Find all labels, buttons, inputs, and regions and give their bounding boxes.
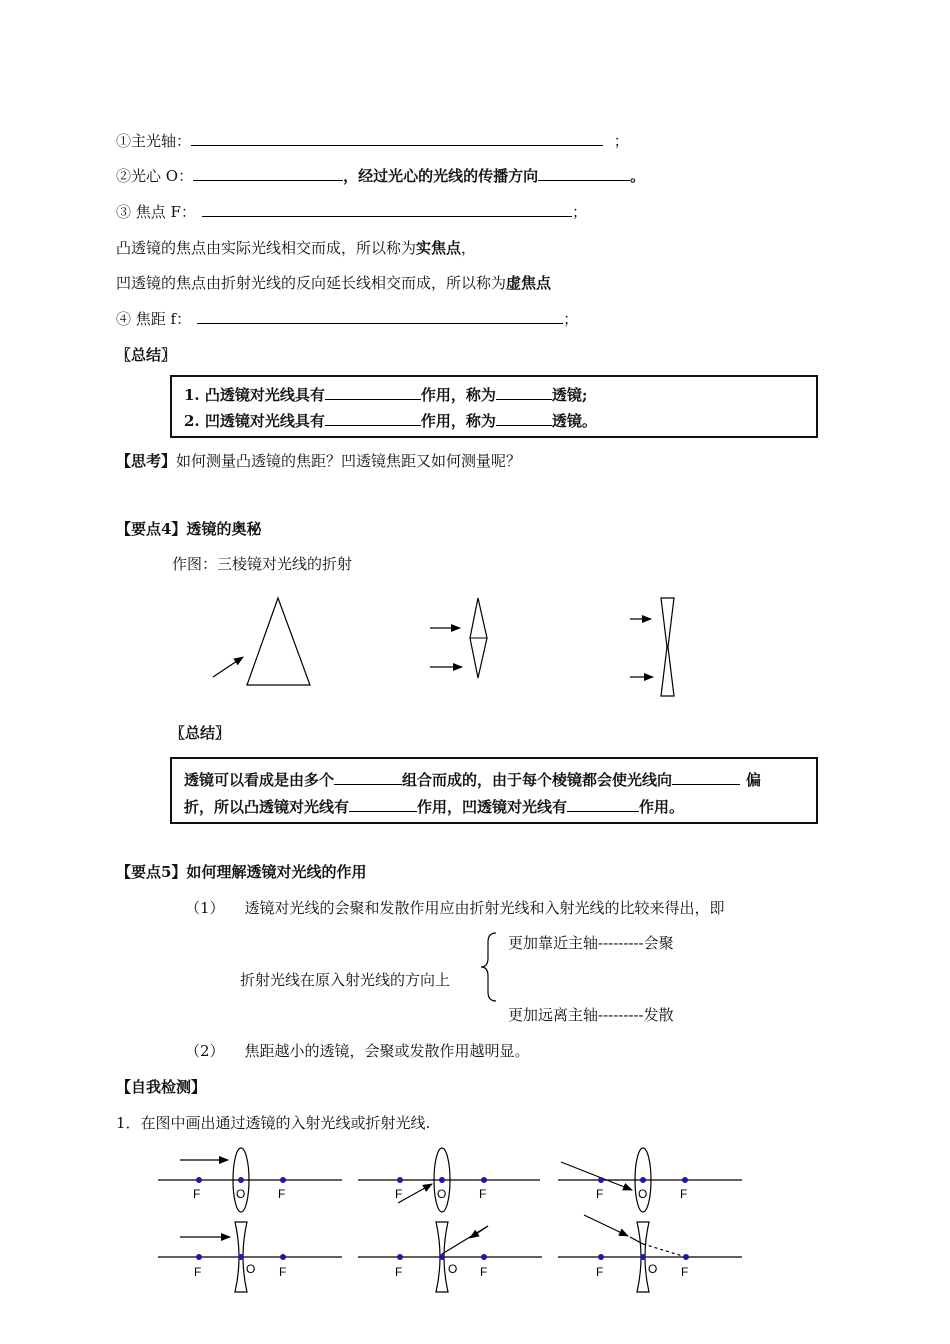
incident-ray	[213, 657, 243, 677]
label-f: F	[480, 1265, 488, 1279]
def-optical-center-rule: ，经过光心的光线的传播方向	[343, 167, 539, 185]
label-f: F	[596, 1187, 604, 1201]
exercise-concave-1	[158, 1222, 342, 1292]
point4-box-line2-a: 折，所以凸透镜对光线有	[184, 798, 350, 816]
label-o: O	[448, 1262, 458, 1276]
exercise-concave-2	[358, 1222, 542, 1292]
concave-note	[116, 272, 551, 293]
blank-s1-2[interactable]	[496, 385, 552, 400]
summary1-line1-a: 1. 凸透镜对光线具有	[184, 386, 325, 404]
focus-point	[196, 1254, 202, 1260]
def-focus	[116, 201, 587, 222]
focus-point	[280, 1177, 286, 1183]
concave-note-text: 凹透镜的焦点由折射光线的反向延长线相交而成，所以称为	[116, 274, 507, 292]
incident-ray	[398, 1184, 432, 1203]
summary1-line1-c: 透镜;	[551, 386, 588, 404]
point4-box-line1-a: 透镜可以看成是由多个	[184, 771, 335, 789]
def-focus-label: ③ 焦点 F：	[116, 203, 196, 221]
self-test-q1: 1．在图中画出通过透镜的入射光线或折射光线.	[116, 1114, 431, 1132]
focus-point	[683, 1254, 689, 1260]
label-f: F	[193, 1187, 201, 1201]
center-point	[640, 1254, 646, 1260]
self-test-title: 【自我检测】	[116, 1078, 207, 1096]
center-point	[238, 1177, 244, 1183]
point4-box-line1-c: 偏	[746, 771, 762, 789]
prism-diagrams	[0, 590, 950, 710]
label-f: F	[680, 1187, 688, 1201]
think-label: 【思考】	[116, 452, 177, 470]
point4-summary-box	[170, 757, 818, 824]
summary1-box	[170, 375, 818, 438]
center-point	[439, 1177, 445, 1183]
blank-optical-center-direction[interactable]	[538, 166, 630, 181]
point4-box-line1-b: 组合而成的，由于每个棱镜都会使光线向	[402, 771, 673, 789]
point5-item2	[185, 1040, 530, 1061]
lens-exercise-diagrams	[0, 1140, 950, 1300]
refracted-ray-arrow	[470, 1226, 488, 1238]
focus-point	[598, 1177, 604, 1183]
item2-text: 焦距越小的透镜，会聚或发散作用越明显。	[244, 1042, 530, 1060]
prism-concave-double	[630, 598, 674, 696]
prism-triangle	[213, 598, 310, 685]
summary1-heading: 〖总结〗	[116, 346, 177, 364]
exercise-convex-1	[158, 1148, 342, 1212]
point4-box-line2-b: 作用，凹透镜对光线有	[417, 798, 568, 816]
concave-note-bold: 虚焦点	[506, 274, 552, 292]
focus-point	[196, 1177, 202, 1183]
label-o: O	[437, 1187, 447, 1201]
semicolon: ；	[563, 310, 579, 328]
focus-point	[481, 1177, 487, 1183]
blank-main-axis[interactable]	[191, 131, 603, 146]
blank-p4-3[interactable]	[349, 797, 417, 812]
focus-point	[397, 1254, 403, 1260]
label-o: O	[648, 1262, 658, 1276]
blank-focus-1[interactable]	[202, 202, 350, 217]
summary1-line1-b: 作用，称为	[420, 386, 496, 404]
point5-item1	[185, 897, 725, 918]
item2-number: （2）	[185, 1042, 225, 1060]
label-o: O	[638, 1187, 648, 1201]
prism-convex-double	[430, 598, 487, 678]
label-o: O	[246, 1262, 256, 1276]
focus-point	[397, 1177, 403, 1183]
brace-top-text: 更加靠近主轴---------会聚	[508, 934, 674, 952]
def-main-axis	[116, 130, 629, 151]
convex-note-bold: 实焦点	[416, 239, 462, 257]
def-optical-center	[116, 165, 645, 186]
incident-ray	[584, 1215, 628, 1236]
convex-note-text: 凸透镜的焦点由实际光线相交而成，所以称为	[116, 239, 417, 257]
def-optical-center-label: ②光心 O：	[116, 167, 194, 185]
blank-p4-2[interactable]	[672, 770, 740, 785]
blank-s1-4[interactable]	[496, 411, 552, 426]
point4-box-line2	[184, 796, 684, 817]
brace-icon	[478, 930, 504, 1004]
blank-p4-1[interactable]	[334, 770, 402, 785]
focus-point	[682, 1177, 688, 1183]
point4-summary-heading: 〖总结〗	[170, 724, 231, 742]
def-main-axis-label: ①主光轴：	[116, 132, 192, 150]
point4-task: 作图：三棱镜对光线的折射	[172, 555, 353, 573]
blank-optical-center[interactable]	[193, 166, 343, 181]
label-f: F	[681, 1265, 689, 1279]
label-f: F	[194, 1265, 202, 1279]
point4-box-line2-c: 作用。	[639, 798, 685, 816]
summary1-line2	[184, 410, 597, 431]
point4-box-line1	[184, 769, 761, 790]
center-point	[238, 1254, 244, 1260]
center-point	[439, 1254, 445, 1260]
brace-lead-text: 折射光线在原入射光线的方向上	[240, 971, 451, 989]
label-f: F	[279, 1265, 287, 1279]
incident-ray	[561, 1162, 632, 1190]
def-focal-length-label: ④ 焦距 f：	[116, 310, 192, 328]
def-focal-length	[116, 308, 578, 329]
extension-line	[643, 1244, 686, 1257]
label-f: F	[395, 1265, 403, 1279]
convex-note-comma: ，	[461, 239, 477, 257]
item1-number: （1）	[185, 899, 225, 917]
label-o: O	[236, 1187, 246, 1201]
semicolon: ；	[613, 132, 629, 150]
focus-point	[280, 1254, 286, 1260]
blank-p4-4[interactable]	[567, 797, 639, 812]
point4-title: 【要点4】透镜的奥秘	[116, 520, 262, 538]
semicolon: ；	[571, 203, 587, 221]
blank-focus-2[interactable]	[350, 202, 572, 217]
summary1-line2-b: 作用，称为	[420, 412, 496, 430]
label-f: F	[278, 1187, 286, 1201]
blank-s1-1[interactable]	[325, 385, 421, 400]
blank-focal-length[interactable]	[197, 309, 563, 324]
label-f: F	[596, 1265, 604, 1279]
focus-point	[598, 1254, 604, 1260]
summary1-line2-a: 2. 凹透镜对光线具有	[184, 412, 325, 430]
summary1-line1	[184, 384, 587, 405]
exercise-convex-3	[558, 1148, 742, 1212]
think-text: 如何测量凸透镜的焦距？凹透镜焦距又如何测量呢？	[176, 452, 522, 470]
label-f: F	[395, 1187, 403, 1201]
brace-bottom-text: 更加远离主轴---------发散	[508, 1006, 674, 1024]
label-f: F	[479, 1187, 487, 1201]
summary1-line2-c: 透镜。	[551, 412, 597, 430]
exercise-convex-2	[358, 1148, 540, 1212]
convex-note	[116, 237, 476, 258]
def-optical-center-end: 。	[630, 167, 646, 185]
blank-s1-3[interactable]	[325, 411, 421, 426]
focus-point	[481, 1254, 487, 1260]
center-point	[640, 1177, 646, 1183]
point5-title: 【要点5】如何理解透镜对光线的作用	[116, 863, 367, 881]
exercise-concave-3	[558, 1215, 742, 1292]
think-line	[116, 450, 521, 471]
item1-text: 透镜对光线的会聚和发散作用应由折射光线和入射光线的比较来得出，即	[244, 899, 725, 917]
